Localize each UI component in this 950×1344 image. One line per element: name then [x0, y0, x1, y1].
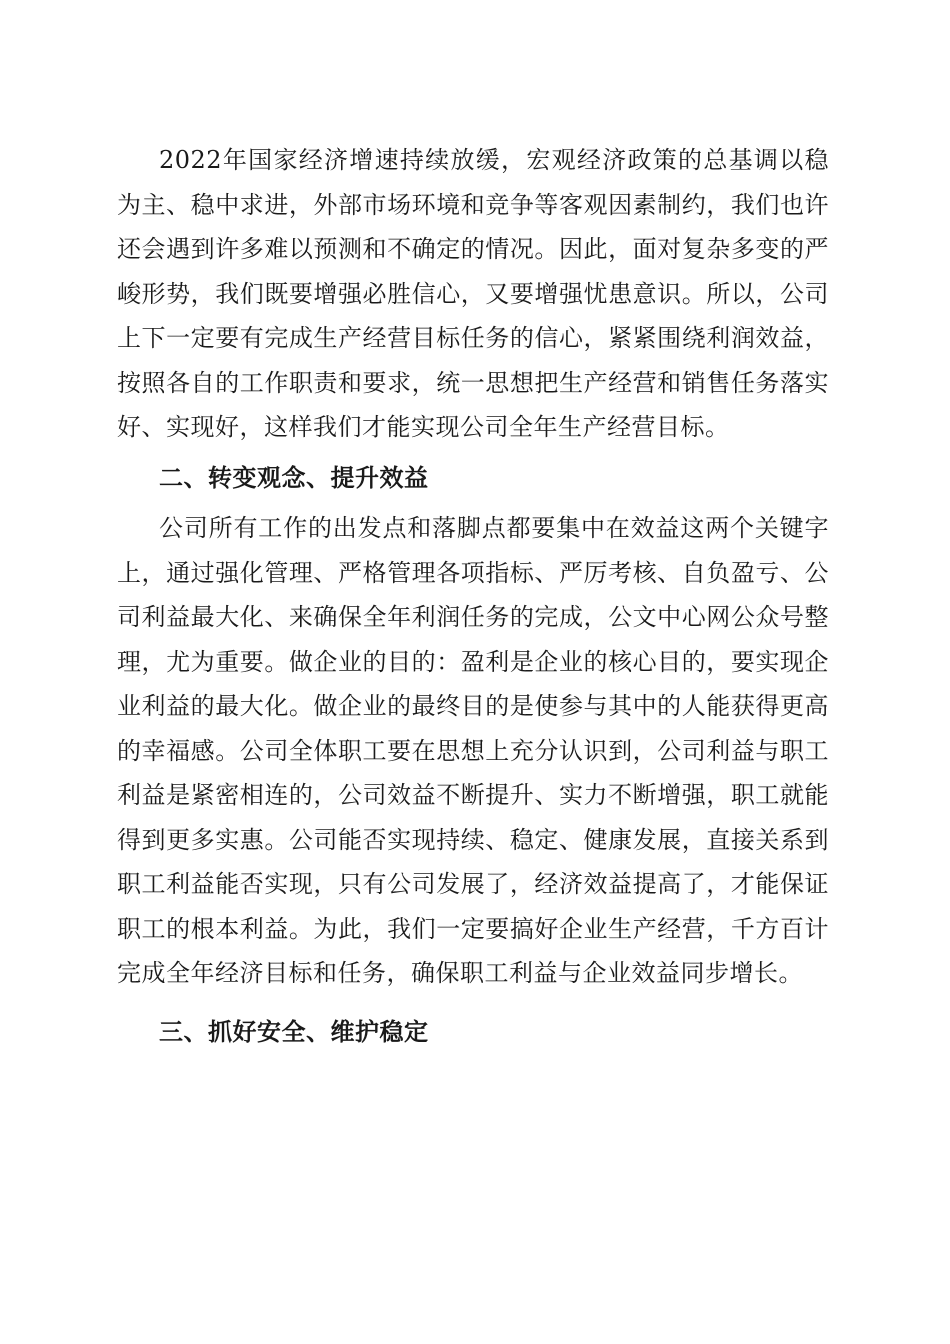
section-heading: 二、转变观念、提升效益 — [159, 463, 429, 492]
body-paragraph: 2022年国家经济增速持续放缓，宏观经济政策的总基调以稳为主、稳中求进，外部市场环境和竞争等客观因素制约，我们也许还会遇到许多难以预测和不确定的情况。因此，面对复杂多变的严峻形势，我们既要增强必胜信心，又要增强忧患意识。所以，公司上下一定要有完成生产经营目标任务的信心，紧紧围绕利润效益，按照各自的工作职责和要求，统一思想把生产经营和销售任务落实好、实现好，这样我们才能实现公司全年生产经营目标。 — [117, 146, 829, 441]
body-paragraph: 公司所有工作的出发点和落脚点都要集中在效益这两个关键字上，通过强化管理、严格管理各项指标、严厉考核、自负盈亏、公司利益最大化、来确保全年利润任务的完成，公文中心网公众号整理，尤为重要。做企业的目的：盈利是企业的核心目的，要实现企业利益的最大化。做企业的最终目的是使参与其中的人能获得更高的幸福感。公司全体职工要在思想上充分认识到，公司利益与职工利益是紧密相连的，公司效益不断提升、实力不断增强，职工就能得到更多实惠。公司能否实现持续、稳定、健康发展，直接关系到职工利益能否实现，只有公司发展了，经济效益提高了，才能保证职工的根本利益。为此，我们一定要搞好企业生产经营，千方百计完成全年经济目标和任务，确保职工利益与企业效益同步增长。 — [117, 514, 829, 987]
document-body — [117, 138, 829, 1054]
section-heading: 三、抓好安全、维护稳定 — [159, 1017, 429, 1046]
